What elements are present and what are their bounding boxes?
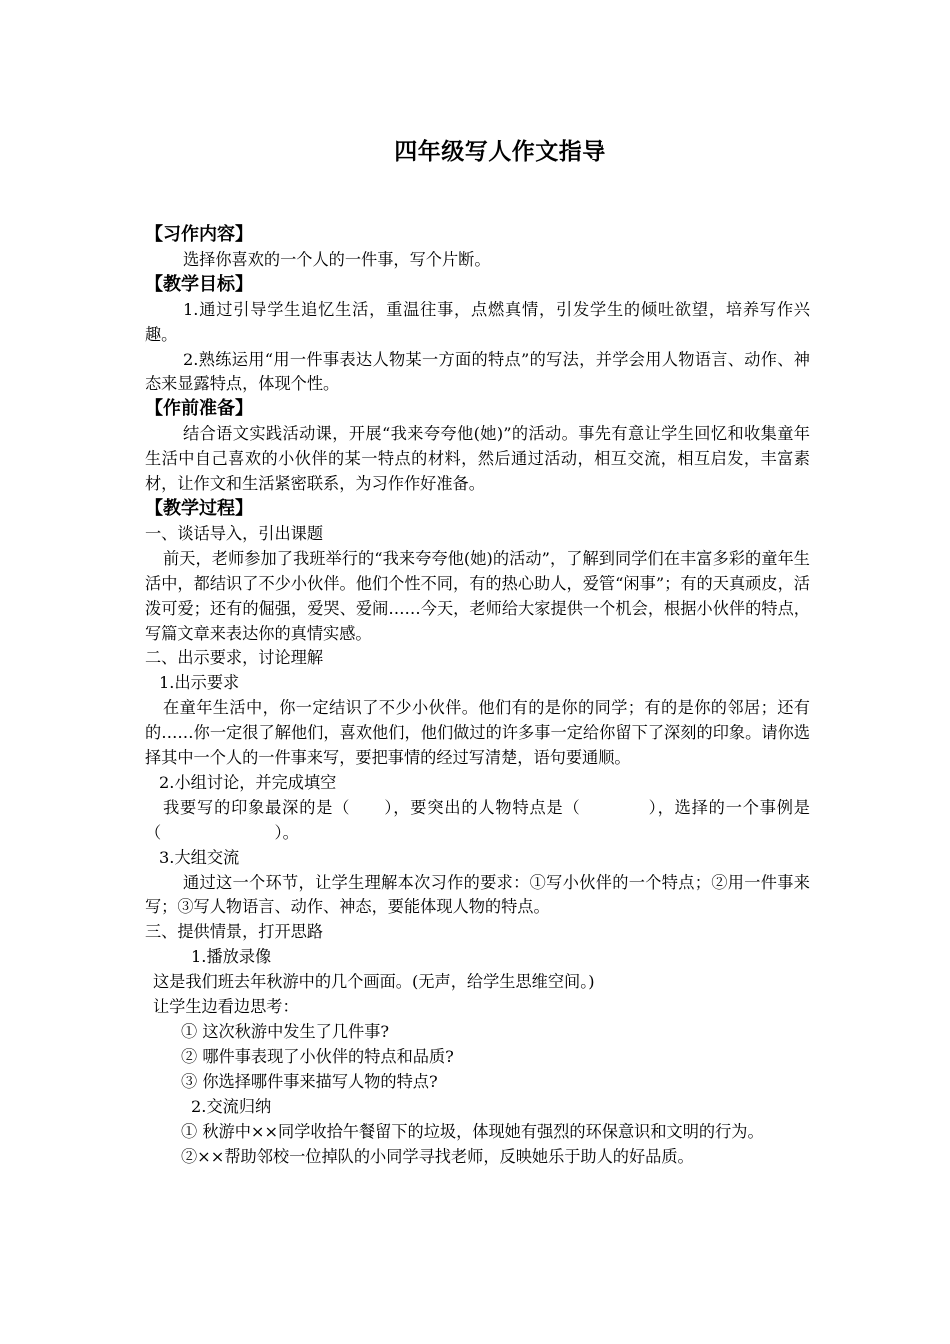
section-heading-process: 【教学过程】 (145, 497, 253, 519)
process-part3-sub1-text: 这是我们班去年秋游中的几个画面。(无声，给学生思维空间。) (153, 972, 595, 992)
process-part2-sub1: 1.出示要求 (159, 673, 240, 693)
process-part3-title: 三、提供情景，打开思路 (145, 922, 324, 942)
process-part2-sub2-text: 我要写的印象最深的是（ ），要突出的人物特点是（ ），选择的一个事例是（ ）。 (145, 797, 810, 842)
goal-item-2: 2.熟练运用“用一件事表达人物某一方面的特点”的写法，并学会用人物语言、动作、神态来显露特点，体现个性。 (145, 349, 810, 394)
process-part2-sub3: 3.大组交流 (159, 847, 240, 867)
process-part3-question-2: ② 哪件事表现了小伙伴的特点和品质? (181, 1046, 454, 1066)
section-heading-prep: 【作前准备】 (145, 398, 253, 420)
document-body (145, 223, 810, 1169)
goal-item-1: 1.通过引导学生追忆生活，重温往事，点燃真情，引发学生的倾吐欲望，培养写作兴趣。 (145, 299, 810, 344)
process-part3-answer-1: ① 秋游中××同学收拾午餐留下的垃圾，体现她有强烈的环保意识和文明的行为。 (181, 1121, 764, 1141)
process-part2-sub1-text: 在童年生活中，你一定结识了不少小伙伴。他们有的是你的同学；有的是你的邻居；还有的……你一定很了解他们，喜欢他们，他们做过的许多事一定给你留下了深刻的印象。请你选择其中一个人的一件事来写，要把事情的经过写清楚，语句要通顺。 (145, 698, 810, 768)
content-text: 选择你喜欢的一个人的一件事，写个片断。 (183, 249, 491, 269)
section-heading-goals: 【教学目标】 (145, 273, 253, 295)
process-part3-answer-2: ②××帮助邻校一位掉队的小同学寻找老师，反映她乐于助人的好品质。 (181, 1146, 694, 1166)
document-title: 四年级写人作文指导 (394, 139, 606, 165)
process-part3-question-3: ③ 你选择哪件事来描写人物的特点? (181, 1071, 438, 1091)
process-part1-text: 前天，老师参加了我班举行的“我来夸夸他(她)的活动”，了解到同学们在丰富多彩的童年生活中，都结识了不少小伙伴。他们个性不同，有的热心助人，爱管“闲事”；有的天真顽皮，活泼可爱；还有的倔强，爱哭、爱闹……今天，老师给大家提供一个机会，根据小伙伴的特点，写篇文章来表达你的真情实感。 (145, 548, 810, 643)
process-part2-sub2: 2.小组讨论，并完成填空 (159, 772, 337, 792)
section-heading-content: 【习作内容】 (145, 224, 253, 245)
process-part3-question-1: ① 这次秋游中发生了几件事? (181, 1022, 390, 1041)
prep-text: 结合语文实践活动课，开展“我来夸夸他(她)”的活动。事先有意让学生回忆和收集童年生活中自己喜欢的小伙伴的某一特点的材料，然后通过活动，相互交流，相互启发，丰富素材，让作文和生活紧密联系，为习作作好准备。 (145, 424, 810, 494)
process-part2-sub3-text: 通过这一个环节，让学生理解本次习作的要求：①写小伙伴的一个特点；②用一件事来写；③写人物语言、动作、神态，要能体现人物的特点。 (145, 872, 810, 917)
process-part3-sub2: 2.交流归纳 (191, 1096, 272, 1116)
process-part3-sub1: 1.播放录像 (191, 947, 272, 967)
process-part1-title: 一、谈话导入，引出课题 (145, 523, 324, 543)
process-part2-title: 二、出示要求，讨论理解 (145, 648, 324, 668)
process-part3-prompt: 让学生边看边思考： (153, 997, 299, 1017)
